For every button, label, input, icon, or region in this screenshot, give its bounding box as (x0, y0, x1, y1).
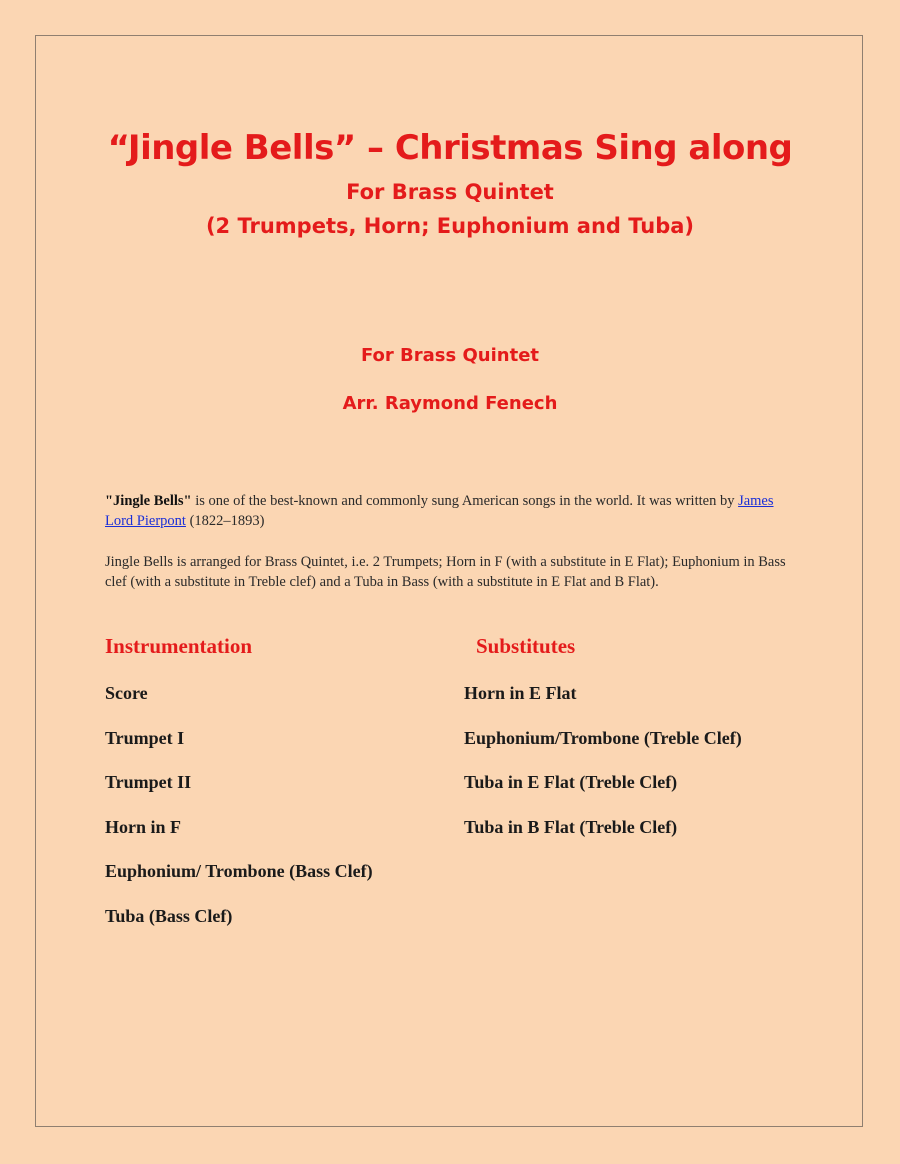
subtitle-ensemble: For Brass Quintet (346, 180, 554, 204)
list-item: Tuba (Bass Clef) (105, 905, 233, 926)
composer-link[interactable]: James Lord Pierpont (105, 493, 774, 529)
intro-text-b: (1822–1893) (185, 513, 265, 529)
list-item: Horn in F (105, 816, 182, 837)
instrumentation-list (105, 680, 373, 947)
list-item: Euphonium/ Trombone (Bass Clef) (105, 861, 373, 881)
arrangement-paragraph: Jingle Bells is arranged for Brass Quintet, i.e. 2 Trumpets; Horn in F (with a substitute in E Flat); Euphonium in Bass clef (with a substitute in Treble clef) and a Tuba in Bass (with a substitute in E Flat and B Flat). (105, 554, 786, 590)
list-item: Euphonium/Trombone (Treble Clef) (464, 727, 742, 748)
list-item: Score (105, 683, 148, 703)
page-title: “Jingle Bells” – Christmas Sing along (107, 128, 793, 168)
list-item: Horn in E Flat (464, 683, 577, 703)
list-item: Trumpet I (105, 727, 185, 748)
list-item: Tuba in B Flat (Treble Clef) (464, 816, 678, 837)
list-item: Tuba in E Flat (Treble Clef) (464, 772, 678, 792)
instrumentation-heading: Instrumentation (105, 634, 253, 658)
substitutes-list (464, 680, 742, 858)
intro-paragraph (105, 491, 795, 531)
arranger-credit: Arr. Raymond Fenech (342, 393, 558, 414)
subtitle-ensemble-repeat: For Brass Quintet (360, 345, 540, 366)
substitutes-heading: Substitutes (476, 634, 576, 658)
song-name-bold: "Jingle Bells" (105, 493, 192, 509)
subtitle-instruments: (2 Trumpets, Horn; Euphonium and Tuba) (205, 214, 695, 238)
list-item: Trumpet II (105, 772, 192, 792)
intro-text-a: is one of the best-known and commonly sung American songs in the world. It was written by (191, 493, 739, 509)
